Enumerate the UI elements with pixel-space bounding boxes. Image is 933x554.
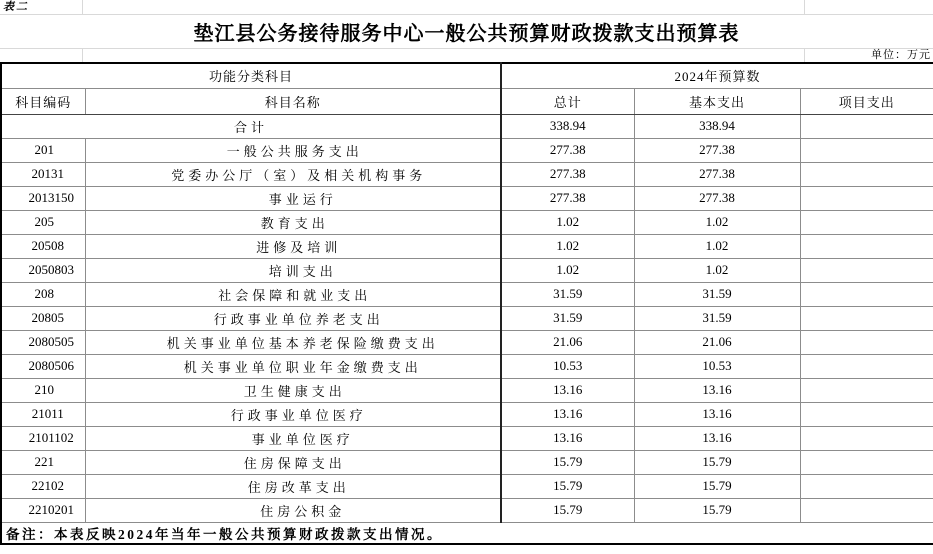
top-grid-cell — [805, 0, 933, 14]
table-row-total — [1, 114, 933, 138]
cell-basic: 13.16 — [634, 426, 800, 450]
cell-total: 1.02 — [501, 234, 634, 258]
cell-name: 住房公积金 — [85, 498, 501, 522]
table-row — [1, 138, 933, 162]
cell-code: 201 — [1, 138, 85, 162]
table-row — [1, 234, 933, 258]
cell-code: 208 — [1, 282, 85, 306]
cell-total: 13.16 — [501, 378, 634, 402]
cell-basic: 31.59 — [634, 306, 800, 330]
cell-code: 210 — [1, 378, 85, 402]
table-row — [1, 426, 933, 450]
cell-total: 15.79 — [501, 498, 634, 522]
cell-code: 20805 — [1, 306, 85, 330]
cell-basic: 13.16 — [634, 402, 800, 426]
table-body — [1, 114, 933, 522]
cell-code: 2210201 — [1, 498, 85, 522]
cell-name: 党委办公厅（室）及相关机构事务 — [85, 162, 501, 186]
cell-basic: 21.06 — [634, 330, 800, 354]
table-row — [1, 498, 933, 522]
cell-name: 教育支出 — [85, 210, 501, 234]
cell-total: 31.59 — [501, 306, 634, 330]
cell-code: 21011 — [1, 402, 85, 426]
top-grid-row — [0, 0, 933, 15]
cell-code: 22102 — [1, 474, 85, 498]
header-col-code: 科目编码 — [1, 88, 85, 114]
cell-project — [800, 234, 933, 258]
cell-name: 行政事业单位医疗 — [85, 402, 501, 426]
cell-project — [800, 138, 933, 162]
header-function-group: 功能分类科目 — [1, 63, 501, 88]
cell-code: 221 — [1, 450, 85, 474]
cell-project — [800, 354, 933, 378]
cell-code: 20131 — [1, 162, 85, 186]
cell-name: 住房保障支出 — [85, 450, 501, 474]
cell-project — [800, 186, 933, 210]
cell-total: 277.38 — [501, 138, 634, 162]
cell-name: 卫生健康支出 — [85, 378, 501, 402]
cell-name: 事业单位医疗 — [85, 426, 501, 450]
cell-basic: 1.02 — [634, 210, 800, 234]
cell-total-basic: 338.94 — [634, 114, 800, 138]
table-row — [1, 258, 933, 282]
cell-project — [800, 210, 933, 234]
cell-basic: 15.79 — [634, 498, 800, 522]
cell-total-sum: 338.94 — [501, 114, 634, 138]
page-title: 垫江县公务接待服务中心一般公共预算财政拨款支出预算表 — [193, 23, 740, 45]
cell-basic: 277.38 — [634, 162, 800, 186]
title-row — [0, 15, 933, 49]
header-col-total: 总计 — [501, 88, 634, 114]
cell-project — [800, 426, 933, 450]
unit-row — [0, 49, 933, 62]
cell-project — [800, 330, 933, 354]
header-col-name: 科目名称 — [85, 88, 501, 114]
cell-code: 20508 — [1, 234, 85, 258]
cell-total: 13.16 — [501, 402, 634, 426]
header-col-project: 项目支出 — [800, 88, 933, 114]
cell-project — [800, 258, 933, 282]
cell-project — [800, 306, 933, 330]
cell-code: 2050803 — [1, 258, 85, 282]
cell-total-label: 合计 — [1, 114, 501, 138]
cell-project — [800, 378, 933, 402]
cell-total: 15.79 — [501, 474, 634, 498]
table-row — [1, 474, 933, 498]
unit-note: 单位：万元 — [871, 49, 931, 61]
cell-basic: 1.02 — [634, 234, 800, 258]
cell-total: 10.53 — [501, 354, 634, 378]
cell-basic: 1.02 — [634, 258, 800, 282]
cell-project — [800, 450, 933, 474]
cell-name: 住房改革支出 — [85, 474, 501, 498]
cell-name: 机关事业单位职业年金缴费支出 — [85, 354, 501, 378]
unit-grid-cell — [0, 49, 83, 62]
cell-total: 277.38 — [501, 186, 634, 210]
cell-basic: 277.38 — [634, 138, 800, 162]
cell-basic: 10.53 — [634, 354, 800, 378]
cell-basic: 31.59 — [634, 282, 800, 306]
table-row — [1, 210, 933, 234]
cell-total: 1.02 — [501, 258, 634, 282]
cell-code: 2080505 — [1, 330, 85, 354]
cell-name: 社会保障和就业支出 — [85, 282, 501, 306]
table-row — [1, 162, 933, 186]
unit-grid-cell — [83, 49, 805, 62]
budget-table — [0, 62, 933, 545]
cell-total: 1.02 — [501, 210, 634, 234]
table-row — [1, 330, 933, 354]
cell-basic: 13.16 — [634, 378, 800, 402]
cell-total-project — [800, 114, 933, 138]
cell-code: 205 — [1, 210, 85, 234]
cell-total: 15.79 — [501, 450, 634, 474]
header-group-row — [1, 63, 933, 88]
cell-total: 277.38 — [501, 162, 634, 186]
cell-total: 13.16 — [501, 426, 634, 450]
cell-name: 一般公共服务支出 — [85, 138, 501, 162]
cell-basic: 277.38 — [634, 186, 800, 210]
table-footer — [1, 522, 933, 544]
header-budget-group: 2024年预算数 — [501, 63, 933, 88]
header-col-basic: 基本支出 — [634, 88, 800, 114]
cell-name: 进修及培训 — [85, 234, 501, 258]
cell-project — [800, 402, 933, 426]
cell-total: 31.59 — [501, 282, 634, 306]
cell-project — [800, 162, 933, 186]
cell-name: 培训支出 — [85, 258, 501, 282]
cell-code: 2013150 — [1, 186, 85, 210]
table-row — [1, 282, 933, 306]
top-grid-cell — [83, 0, 805, 14]
table-row — [1, 402, 933, 426]
cell-project — [800, 498, 933, 522]
remark-row — [1, 522, 933, 544]
remark-text: 备注：本表反映2024年当年一般公共预算财政拨款支出情况。 — [1, 522, 933, 544]
table-row — [1, 306, 933, 330]
cell-project — [800, 474, 933, 498]
cell-name: 事业运行 — [85, 186, 501, 210]
table-row — [1, 186, 933, 210]
table-header — [1, 63, 933, 114]
cell-code: 2101102 — [1, 426, 85, 450]
cell-basic: 15.79 — [634, 450, 800, 474]
cell-name: 行政事业单位养老支出 — [85, 306, 501, 330]
cell-name: 机关事业单位基本养老保险缴费支出 — [85, 330, 501, 354]
cell-code: 2080506 — [1, 354, 85, 378]
cell-total: 21.06 — [501, 330, 634, 354]
cell-basic: 15.79 — [634, 474, 800, 498]
table-row — [1, 450, 933, 474]
table-row — [1, 378, 933, 402]
header-columns-row — [1, 88, 933, 114]
table-label: 表二 — [0, 0, 83, 14]
table-row — [1, 354, 933, 378]
cell-project — [800, 282, 933, 306]
